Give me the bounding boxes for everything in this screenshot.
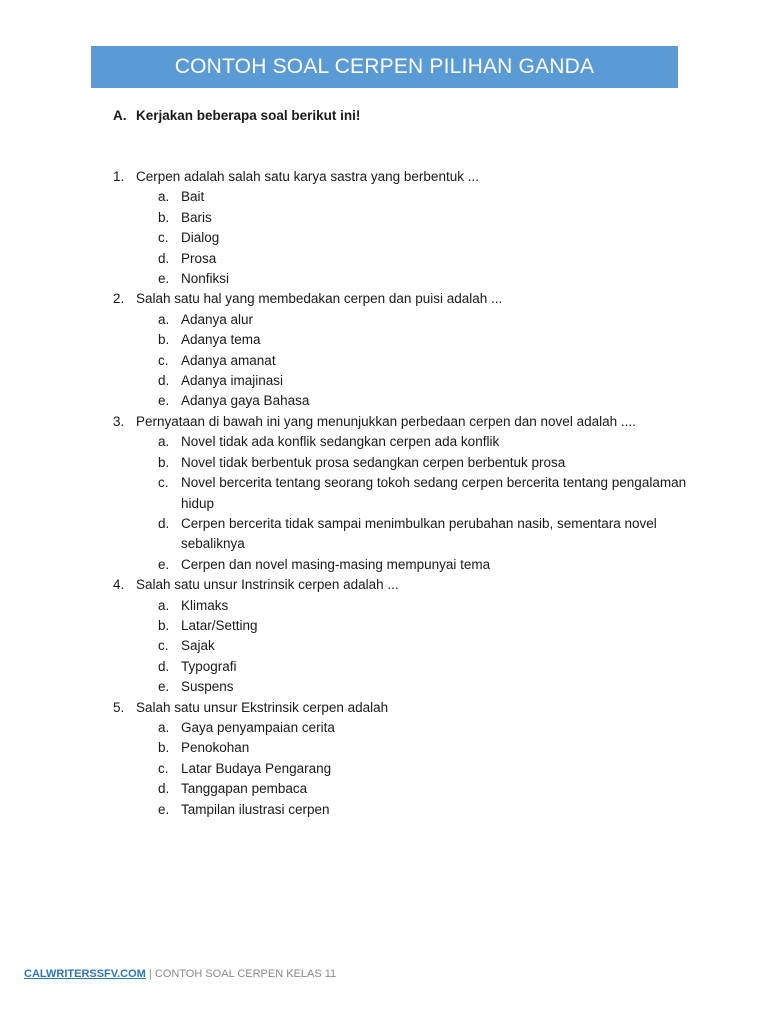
question-text: Salah satu unsur Ekstrinsik cerpen adalah: [136, 699, 389, 715]
answer-option: [158, 269, 693, 289]
section-heading: [113, 108, 360, 123]
option-letter: a.: [158, 597, 170, 613]
option-letter: b.: [158, 617, 170, 633]
answer-option: [158, 453, 693, 473]
option-letter: b.: [158, 740, 170, 756]
option-list: [113, 596, 693, 698]
answer-option: [158, 779, 693, 799]
option-text: Klimaks: [181, 597, 229, 613]
answer-option: [158, 596, 693, 616]
option-list: [113, 432, 693, 575]
question-row: [113, 412, 693, 432]
option-letter: c.: [158, 475, 169, 491]
option-letter: d.: [158, 373, 170, 389]
option-text: Cerpen dan novel masing-masing mempunyai tema: [181, 556, 491, 572]
question-list: [113, 167, 693, 820]
option-letter: c.: [158, 352, 169, 368]
question-number: 1.: [113, 169, 125, 184]
page-title-banner: [91, 46, 678, 88]
page-title: CONTOH SOAL CERPEN PILIHAN GANDA: [174, 55, 595, 78]
option-text: Adanya imajinasi: [181, 373, 284, 389]
option-text: Gaya penyampaian cerita: [181, 719, 335, 735]
option-text: Tanggapan pembaca: [181, 781, 308, 797]
option-text: Latar Budaya Pengarang: [181, 760, 332, 776]
option-list: [113, 187, 693, 289]
question-item: [113, 167, 693, 289]
option-letter: b.: [158, 209, 170, 225]
question-text: Salah satu hal yang membedakan cerpen dan puisi adalah ...: [136, 291, 503, 307]
question-number: 3.: [113, 413, 125, 429]
option-letter: a.: [158, 311, 170, 327]
question-row: [113, 575, 693, 595]
answer-option: [158, 208, 693, 228]
option-text: Bait: [181, 189, 205, 205]
answer-option: [158, 371, 693, 391]
option-text: Penokohan: [181, 740, 250, 756]
answer-option: [158, 677, 693, 697]
option-letter: a.: [158, 434, 170, 450]
question-text: Pernyataan di bawah ini yang menunjukkan perbedaan cerpen dan novel adalah ....: [136, 413, 636, 429]
answer-option: [158, 759, 693, 779]
answer-option: [158, 718, 693, 738]
answer-option: [158, 800, 693, 820]
option-text: Adanya alur: [181, 311, 254, 327]
option-text: Adanya tema: [181, 332, 261, 348]
option-letter: a.: [158, 719, 170, 735]
option-text: Adanya amanat: [181, 352, 276, 368]
option-text: Tampilan ilustrasi cerpen: [181, 801, 330, 817]
page-footer: [24, 968, 336, 980]
section-instruction: Kerjakan beberapa soal berikut ini!: [136, 108, 361, 123]
option-text: Novel tidak berbentuk prosa sedangkan cerpen berbentuk prosa: [181, 454, 566, 470]
answer-option: [158, 738, 693, 758]
question-row: [113, 698, 693, 718]
option-letter: d.: [158, 658, 170, 674]
question-item: [113, 575, 693, 697]
answer-option: [158, 249, 693, 269]
footer-separator: |: [148, 968, 152, 980]
section-label: A.: [113, 108, 127, 123]
footer-site-link[interactable]: CALWRITERSSFV.COM: [24, 968, 146, 980]
answer-option: [158, 514, 693, 555]
option-text: Nonfiksi: [181, 271, 230, 287]
answer-option: [158, 432, 693, 452]
option-text: Sajak: [181, 638, 215, 654]
option-list: [113, 718, 693, 820]
option-text: Suspens: [181, 679, 234, 695]
option-text: Prosa: [181, 250, 217, 266]
option-letter: d.: [158, 515, 170, 531]
option-letter: c.: [158, 638, 169, 654]
option-letter: b.: [158, 332, 170, 348]
option-letter: a.: [158, 189, 170, 205]
answer-option: [158, 310, 693, 330]
question-item: [113, 698, 693, 820]
answer-option: [158, 473, 693, 514]
option-text: Adanya gaya Bahasa: [181, 393, 310, 409]
option-text: Latar/Setting: [181, 617, 258, 633]
answer-option: [158, 187, 693, 207]
question-row: [113, 289, 693, 309]
option-letter: d.: [158, 781, 170, 797]
answer-option: [158, 228, 693, 248]
option-letter: c.: [158, 760, 169, 776]
answer-option: [158, 391, 693, 411]
question-item: [113, 412, 693, 575]
question-number: 4.: [113, 577, 125, 593]
option-letter: e.: [158, 801, 170, 817]
answer-option: [158, 657, 693, 677]
question-row: [113, 167, 693, 187]
option-text: Cerpen bercerita tidak sampai menimbulkan perubahan nasib, sementara novel sebaliknya: [181, 515, 657, 552]
answer-option: [158, 616, 693, 636]
footer-text: CONTOH SOAL CERPEN KELAS 11: [154, 968, 337, 980]
answer-option: [158, 636, 693, 656]
question-number: 2.: [113, 291, 125, 307]
option-letter: c.: [158, 230, 169, 246]
answer-option: [158, 555, 693, 575]
answer-option: [158, 351, 693, 371]
option-letter: e.: [158, 393, 170, 409]
option-text: Baris: [181, 209, 212, 225]
question-number: 5.: [113, 699, 125, 715]
option-text: Novel tidak ada konflik sedangkan cerpen ada konflik: [181, 434, 500, 450]
option-letter: e.: [158, 271, 170, 287]
option-letter: e.: [158, 556, 170, 572]
option-list: [113, 310, 693, 412]
option-letter: b.: [158, 454, 170, 470]
answer-option: [158, 330, 693, 350]
option-letter: d.: [158, 250, 170, 266]
question-item: [113, 289, 693, 411]
option-letter: e.: [158, 679, 170, 695]
option-text: Typografi: [181, 658, 237, 674]
option-text: Dialog: [181, 230, 220, 246]
question-text: Salah satu unsur Instrinsik cerpen adalah ...: [136, 577, 399, 593]
option-text: Novel bercerita tentang seorang tokoh sedang cerpen bercerita tentang pengalaman hidup: [181, 475, 687, 511]
question-text: Cerpen adalah salah satu karya sastra yang berbentuk ...: [136, 169, 479, 184]
